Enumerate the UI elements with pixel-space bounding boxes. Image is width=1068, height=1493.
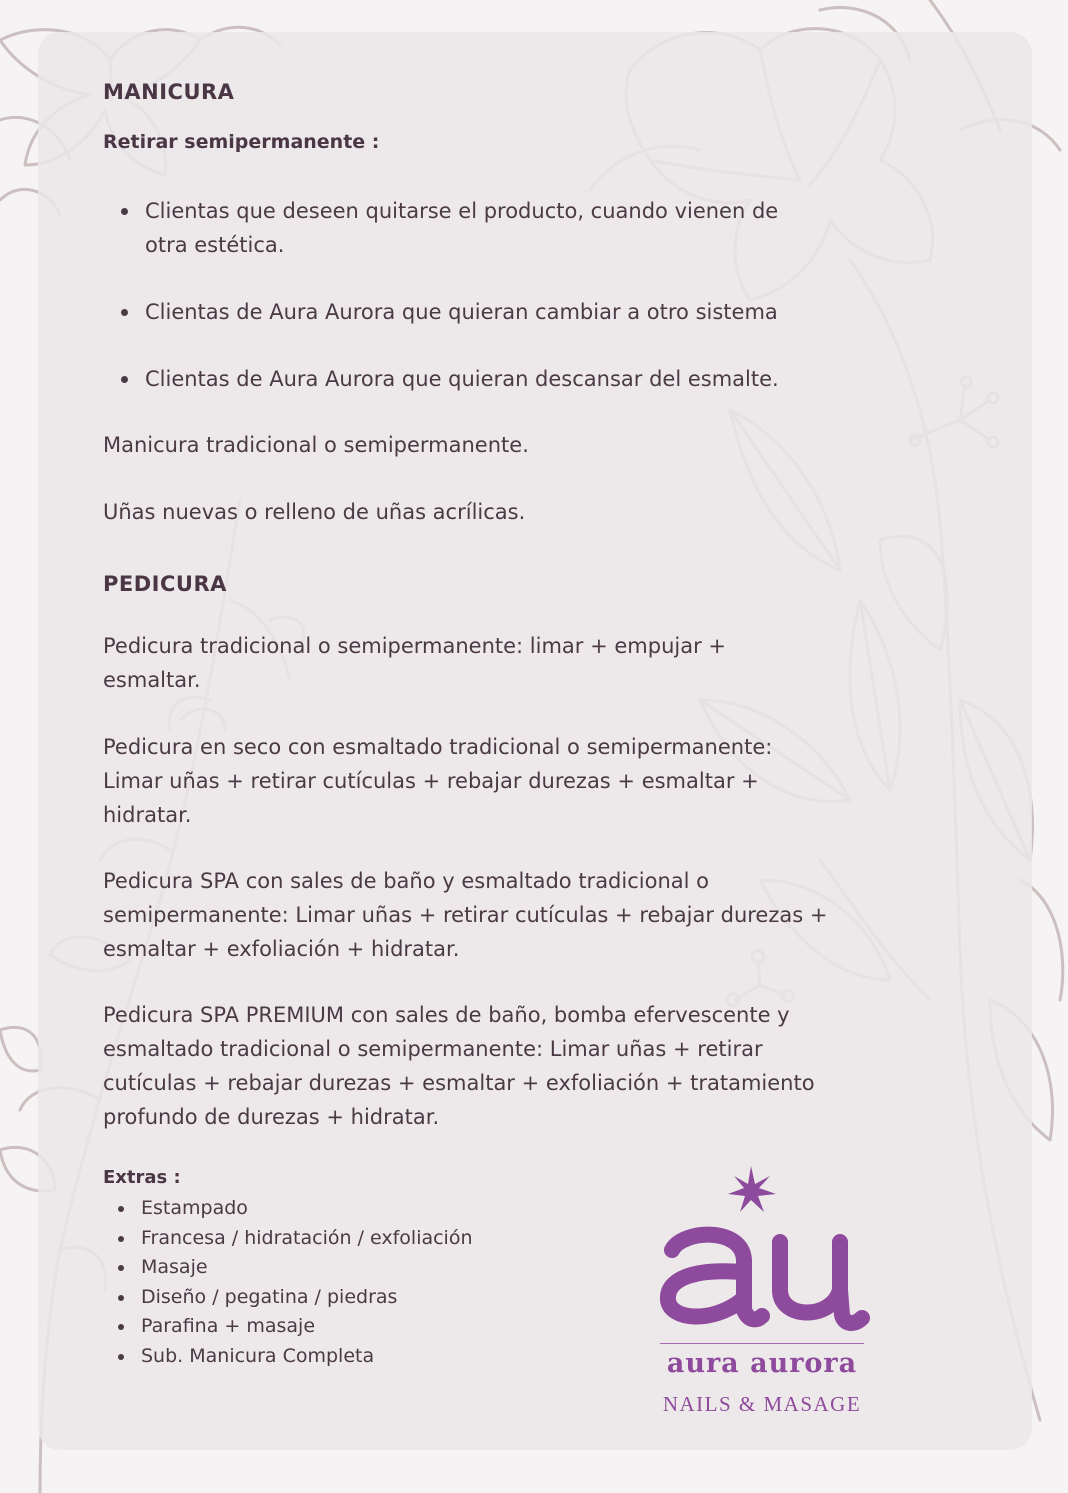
list-item: Francesa / hidratación / exfoliación: [103, 1224, 623, 1254]
list-item: [103, 295, 843, 329]
unas-nuevas: Uñas nuevas o relleno de uñas acrílicas.: [103, 500, 526, 524]
pedicura-paragraph: [103, 629, 863, 697]
extras-heading: Extras :: [103, 1167, 181, 1188]
list-item-text: Clientas que deseen quitarse el producto, cuando vienen de: [145, 199, 779, 223]
text-line: semipermanente: Limar uñas + retirar cutículas + rebajar durezas +: [103, 903, 828, 927]
pedicura-heading: PEDICURA: [103, 572, 227, 596]
logo-name: aura aurora: [666, 1348, 858, 1379]
text-line: Pedicura en seco con esmaltado tradicional o semipermanente:: [103, 735, 773, 759]
text-line: esmaltar.: [103, 668, 201, 692]
brand-logo: [652, 1160, 872, 1420]
list-item: [103, 194, 843, 262]
list-item-text: Clientas de Aura Aurora que quieran descansar del esmalte.: [145, 367, 779, 391]
manicura-list: [103, 194, 843, 396]
pedicura-paragraph: [103, 864, 863, 966]
text-line: Limar uñas + retirar cutículas + rebajar durezas + esmaltar +: [103, 769, 759, 793]
list-item: Parafina + masaje: [103, 1312, 623, 1342]
logo-divider: [660, 1343, 864, 1344]
text-line: esmaltado tradicional o semipermanente: Limar uñas + retirar: [103, 1037, 763, 1061]
pedicura-paragraph: [103, 998, 863, 1134]
list-item-text: Clientas de Aura Aurora que quieran cambiar a otro sistema: [145, 300, 778, 324]
logo-monogram: au: [762, 1338, 764, 1339]
list-item: [103, 362, 843, 396]
pedicura-paragraph: [103, 730, 863, 832]
text-line: Pedicura tradicional o semipermanente: limar + empujar +: [103, 634, 727, 658]
list-item-text: otra estética.: [145, 233, 285, 257]
au-monogram-icon: [652, 1160, 872, 1340]
text-line: Pedicura SPA con sales de baño y esmaltado tradicional o: [103, 869, 709, 893]
list-item: Diseño / pegatina / piedras: [103, 1283, 623, 1313]
list-item: Sub. Manicura Completa: [103, 1342, 623, 1372]
retirar-subheading: Retirar semipermanente :: [103, 131, 380, 153]
manicura-heading: MANICURA: [103, 80, 235, 104]
text-line: Pedicura SPA PREMIUM con sales de baño, bomba efervescente y: [103, 1003, 790, 1027]
text-line: esmaltar + exfoliación + hidratar.: [103, 937, 460, 961]
text-line: hidratar.: [103, 803, 192, 827]
logo-tagline: NAILS & MASAGE: [662, 1392, 862, 1416]
list-item: Estampado: [103, 1194, 623, 1224]
list-item: Masaje: [103, 1253, 623, 1283]
manicura-tradicional: Manicura tradicional o semipermanente.: [103, 433, 529, 457]
star-icon: [728, 1166, 776, 1212]
text-line: profundo de durezas + hidratar.: [103, 1105, 440, 1129]
text-line: cutículas + rebajar durezas + esmaltar + exfoliación + tratamiento: [103, 1071, 815, 1095]
extras-list: [103, 1194, 623, 1372]
